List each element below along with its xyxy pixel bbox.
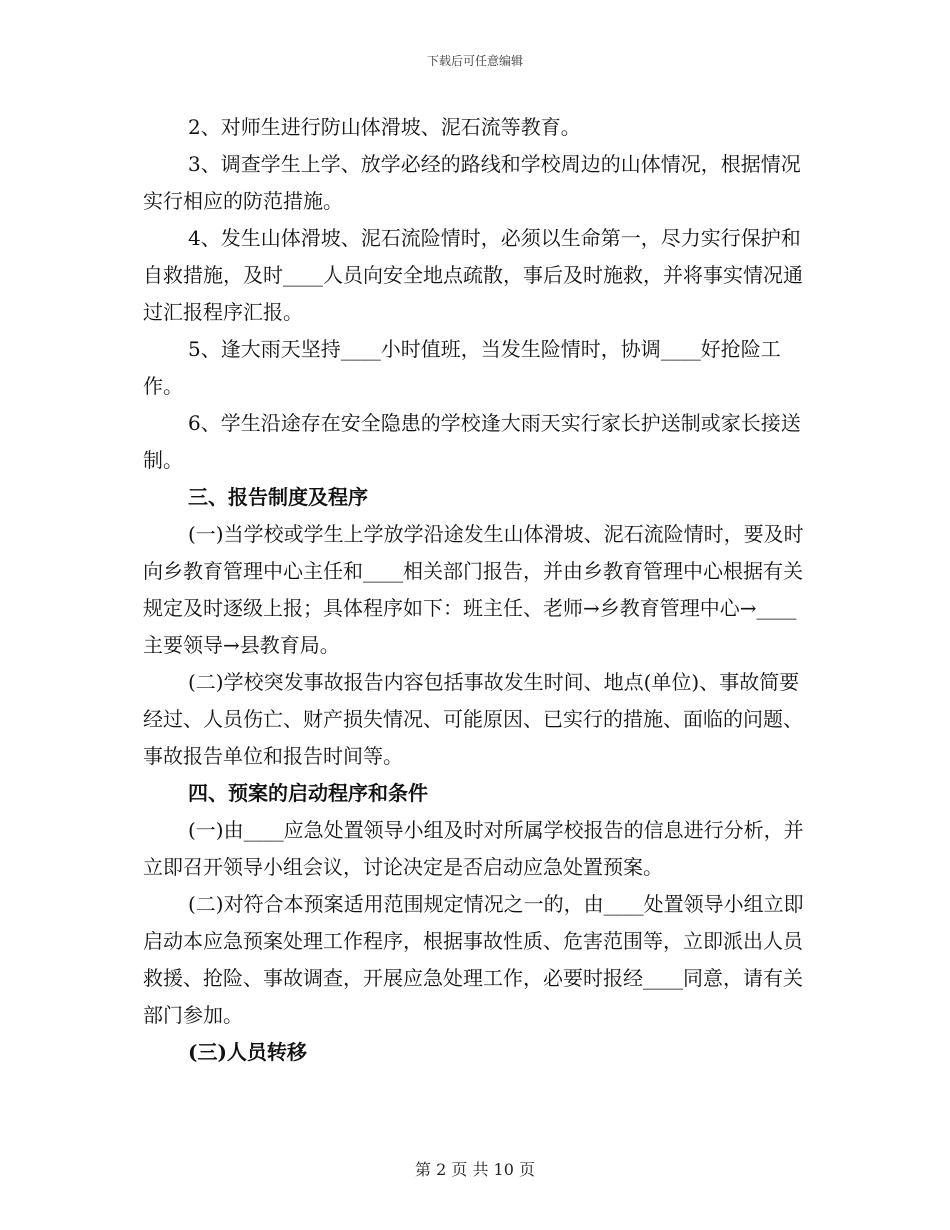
paragraph-item-6: 6、学生沿途存在安全隐患的学校逢大雨天实行家长护送制或家长接送制。 [143, 411, 801, 472]
document-body [143, 109, 815, 1071]
paragraph-startup-2: (二)对符合本预案适用范围规定情况之一的，由____处置领导小组立即启动本应急预案处理工作程序，根据事故性质、危害范围等，立即派出人员救援、抢险、事故调查，开展应急处理工作，必要时报经____同意，请有关部门参加。 [143, 892, 804, 1027]
subheading-personnel-transfer: (三)人员转移 [188, 1040, 307, 1064]
section-heading-startup: 四、预案的启动程序和条件 [188, 781, 428, 805]
paragraph-report-1: (一)当学校或学生上学放学沿途发生山体滑坡、泥石流险情时，要及时向乡教育管理中心主任和____相关部门报告，并由乡教育管理中心根据有关规定及时逐级上报；具体程序如下：班主任、老师→乡教育管理中心→____主要领导→县教育局。 [143, 522, 804, 657]
page-footer: 第 2 页 共 10 页 [415, 1160, 535, 1179]
paragraph-startup-1: (一)由____应急处置领导小组及时对所属学校报告的信息进行分析，并立即召开领导小组会议，讨论决定是否启动应急处置预案。 [143, 818, 804, 879]
section-heading-report: 三、报告制度及程序 [188, 485, 368, 509]
page-header: 下载后可任意编辑 [426, 54, 523, 68]
paragraph-item-4: 4、发生山体滑坡、泥石流险情时，必须以生命第一，尽力实行保护和自救措施，及时____人员向安全地点疏散，事后及时施救，并将事实情况通过汇报程序汇报。 [143, 226, 803, 324]
paragraph-item-3: 3、调查学生上学、放学必经的路线和学校周边的山体情况，根据情况实行相应的防范措施。 [143, 152, 801, 213]
paragraph-item-2: 2、对师生进行防山体滑坡、泥石流等教育。 [188, 115, 581, 139]
paragraph-item-5: 5、逢大雨天坚持____小时值班，当发生险情时，协调____好抢险工作。 [143, 337, 781, 398]
paragraph-report-2: (二)学校突发事故报告内容包括事故发生时间、地点(单位)、事故简要经过、人员伤亡、财产损失情况、可能原因、已实行的措施、面临的问题、事故报告单位和报告时间等。 [143, 670, 803, 768]
